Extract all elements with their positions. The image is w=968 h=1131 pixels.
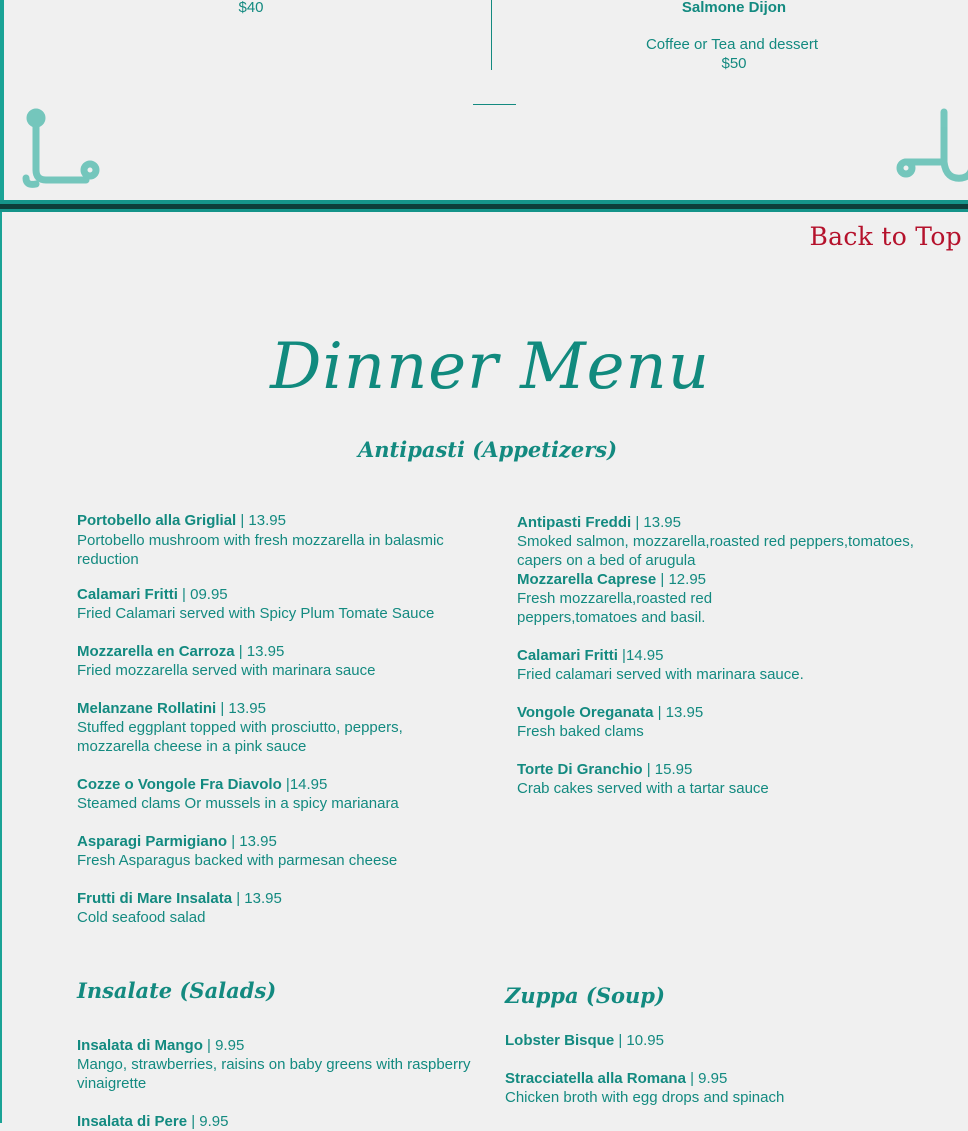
item-price: | 13.95 [631,514,681,531]
item-price: | 10.95 [614,1032,664,1049]
lunch-right-extra: Coffee or Tea and dessert [645,36,819,53]
item-price: | 13.95 [216,700,266,717]
item-desc: Mango, strawberries, raisins on baby greens with raspberry vinaigrette [77,1056,471,1092]
item-desc: Portobello mushroom with fresh mozzarella in balasmic reduction [77,532,444,568]
item-price: | 9.95 [202,1037,245,1054]
menu-item [505,1031,925,1050]
item-name: Stracciatella alla Romana [505,1070,686,1087]
item-name: Vongole Oreganata [517,704,654,721]
item-name: Insalata di Mango [77,1037,203,1054]
lunch-panel [0,0,968,203]
item-name: Calamari Fritti [517,647,618,664]
menu-item [77,642,467,680]
item-price: | 9.95 [187,1113,229,1130]
item-price: | 13.95 [227,833,277,850]
item-name: Portobello alla Griglial [77,512,237,529]
item-name: Cozze o Vongole Fra Diavolo [77,776,282,793]
lunch-right-price: $50 [721,55,747,72]
menu-item [77,511,457,569]
salads-heading: Insalate (Salads) [77,978,277,1003]
item-price: | 15.95 [642,761,693,778]
item-desc: Steamed clams Or mussels in a spicy marianara [77,795,399,812]
item-price: | 13.95 [234,643,285,660]
menu-item [77,1112,477,1131]
item-name: Calamari Fritti [77,586,178,603]
item-name: Mozzarella en Carroza [77,643,235,660]
item-desc: Crab cakes served with a tartar sauce [517,780,769,797]
menu-item [77,585,467,623]
menu-item [77,775,467,813]
item-desc: Fresh mozzarella,roasted red peppers,tomatoes and basil. [517,590,713,626]
item-desc: Fresh Asparagus backed with parmesan cheese [77,852,398,869]
menu-item [517,703,917,741]
item-name: Insalata di Pere [77,1113,188,1130]
corner-ornament-icon [18,108,100,188]
menu-item [517,570,713,627]
item-price: | 13.95 [236,512,286,529]
item-name: Asparagi Parmigiano [77,833,228,850]
lunch-right-main: Salmone Dijon [681,0,787,16]
item-name: Antipasti Freddi [517,514,632,531]
menu-item [517,760,917,798]
section-divider [473,104,516,105]
item-price: | 9.95 [685,1070,728,1087]
menu-item [77,889,467,927]
item-name: Torte Di Granchio [517,761,643,778]
item-desc: Fresh baked clams [517,723,644,740]
item-price: |14.95 [281,776,328,793]
item-price: | 09.95 [177,586,228,603]
lunch-left-price: $40 [238,0,264,16]
page-title: Dinner Menu [270,330,710,404]
item-name: Melanzane Rollatini [77,700,217,717]
item-desc: Smoked salmon, mozzarella,roasted red peppers,tomatoes, capers on a bed of arugula [517,533,914,569]
item-price: | 13.95 [232,890,282,907]
item-price: | 13.95 [653,704,704,721]
item-name: Mozzarella Caprese [517,571,657,588]
corner-ornament-icon [896,106,968,188]
menu-item [77,699,417,756]
item-desc: Chicken broth with egg drops and spinach [505,1089,785,1106]
item-price: | 12.95 [656,571,707,588]
section-separator-inner [0,204,968,209]
item-desc: Stuffed eggplant topped with prosciutto, peppers, mozzarella cheese in a pink sauce [77,719,403,755]
column-divider [491,0,492,70]
menu-item [505,1069,925,1107]
menu-item [517,646,917,684]
item-name: Frutti di Mare Insalata [77,890,233,907]
item-desc: Cold seafood salad [77,909,206,926]
soup-heading: Zuppa (Soup) [505,983,665,1008]
item-name: Lobster Bisque [505,1032,615,1049]
item-price: |14.95 [617,647,664,664]
item-desc: Fried Calamari served with Spicy Plum Tomate Sauce [77,605,435,622]
menu-item [77,832,467,870]
item-desc: Fried mozzarella served with marinara sauce [77,662,376,679]
menu-item [517,513,927,570]
appetizers-heading: Antipasti (Appetizers) [357,437,618,462]
menu-item [77,1036,487,1093]
item-desc: Fried calamari served with marinara sauce. [517,666,804,683]
back-to-top-link[interactable]: Back to Top [809,222,962,251]
